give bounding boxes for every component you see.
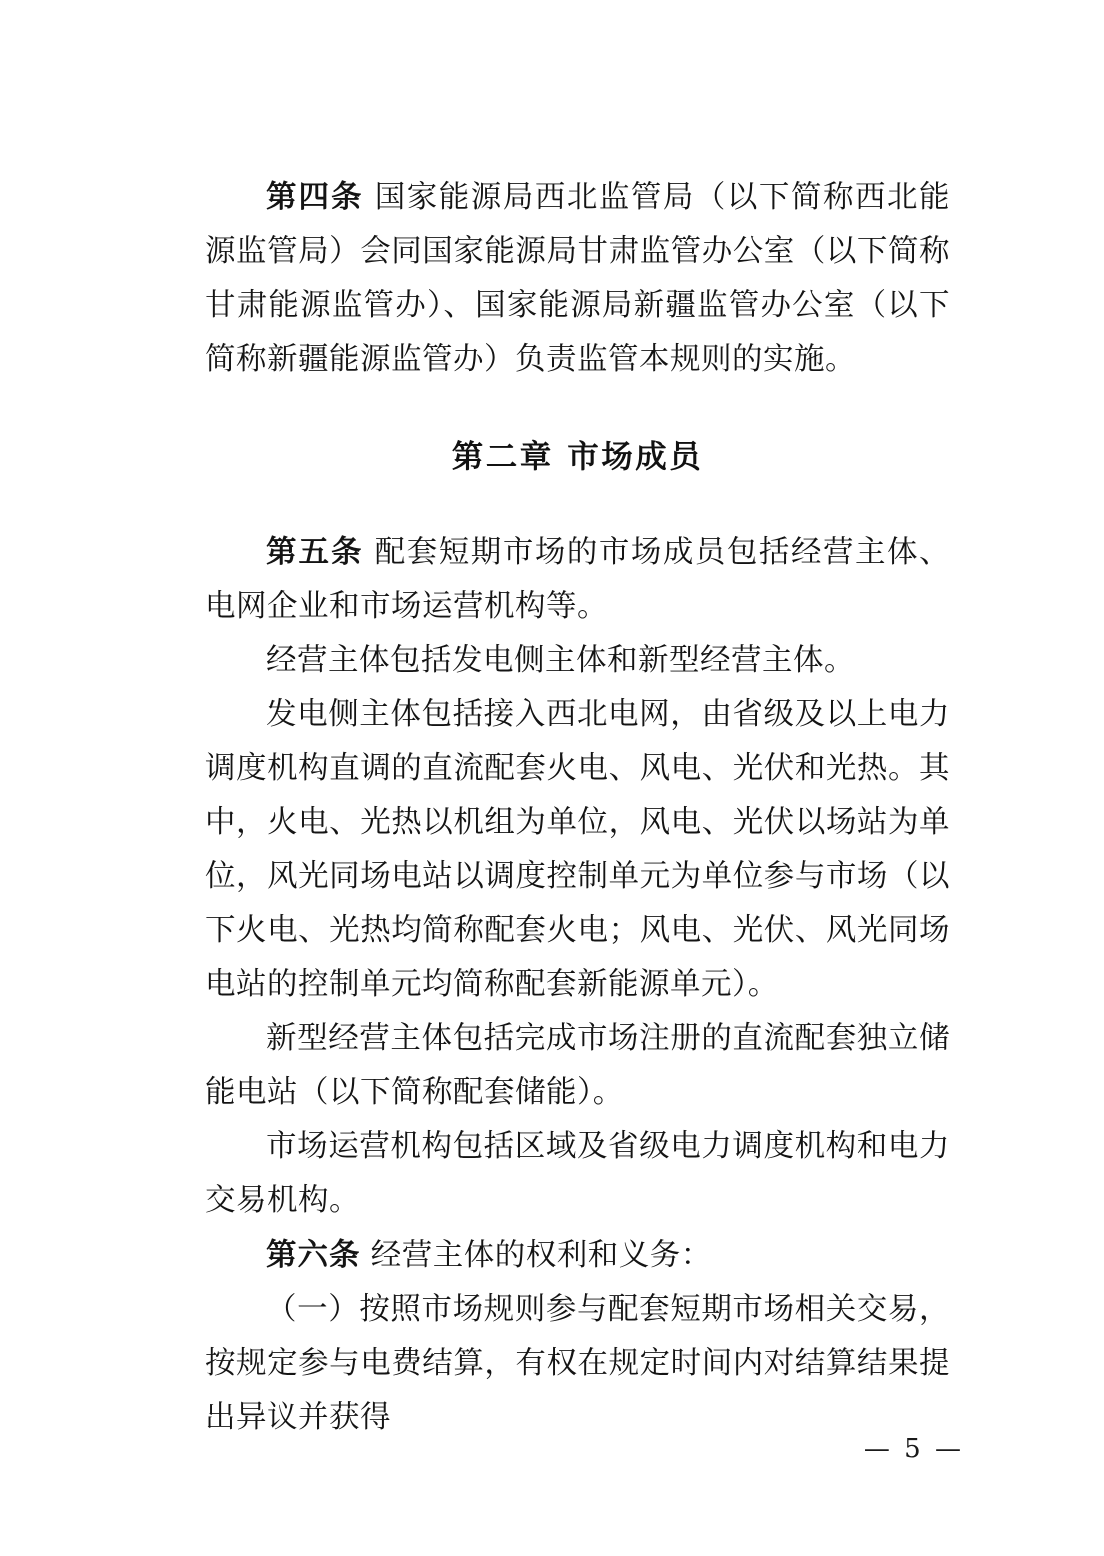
article-paragraph <box>205 170 950 387</box>
chapter-heading: 第二章 市场成员 <box>451 438 704 475</box>
body-paragraph: 发电侧主体包括接入西北电网，由省级及以上电力调度机构直调的直流配套火电、风电、光伏和光热。其中，火电、光热以机组为单位，风电、光伏以场站为单位，风光同场电站以调度控制单元为单位参与市场（以下火电、光热均简称配套火电；风电、光伏、风光同场电站的控制单元均简称配套新能源单元）。 <box>205 697 950 1002</box>
article-text: 配套短期市场的市场成员包括经营主体、电网企业和市场运营机构等。 <box>205 535 951 624</box>
body-paragraph: （一）按照市场规则参与配套短期市场相关交易，按规定参与电费结算，有权在规定时间内对结算结果提出异议并获得 <box>205 1292 950 1435</box>
body-paragraph: 市场运营机构包括区域及省级电力调度机构和电力交易机构。 <box>205 1129 950 1218</box>
body-paragraph: 经营主体包括发电侧主体和新型经营主体。 <box>266 643 855 678</box>
document-body <box>205 170 950 1445</box>
article-label: 第四条 <box>266 179 364 215</box>
article-paragraph <box>205 1228 950 1283</box>
article-text: 经营主体的权利和义务： <box>370 1238 712 1273</box>
article-paragraph <box>205 525 950 634</box>
article-text: 国家能源局西北监管局（以下简称西北能源监管局）会同国家能源局甘肃监管办公室（以下简称甘肃能源监管办）、国家能源局新疆监管办公室（以下简称新疆能源监管办）负责监管本规则的实施。 <box>205 180 951 377</box>
page-number: — 5 — <box>863 1434 964 1464</box>
article-label: 第五条 <box>266 534 364 570</box>
body-paragraph: 新型经营主体包括完成市场注册的直流配套独立储能电站（以下简称配套储能）。 <box>205 1021 950 1110</box>
article-label: 第六条 <box>266 1237 361 1273</box>
